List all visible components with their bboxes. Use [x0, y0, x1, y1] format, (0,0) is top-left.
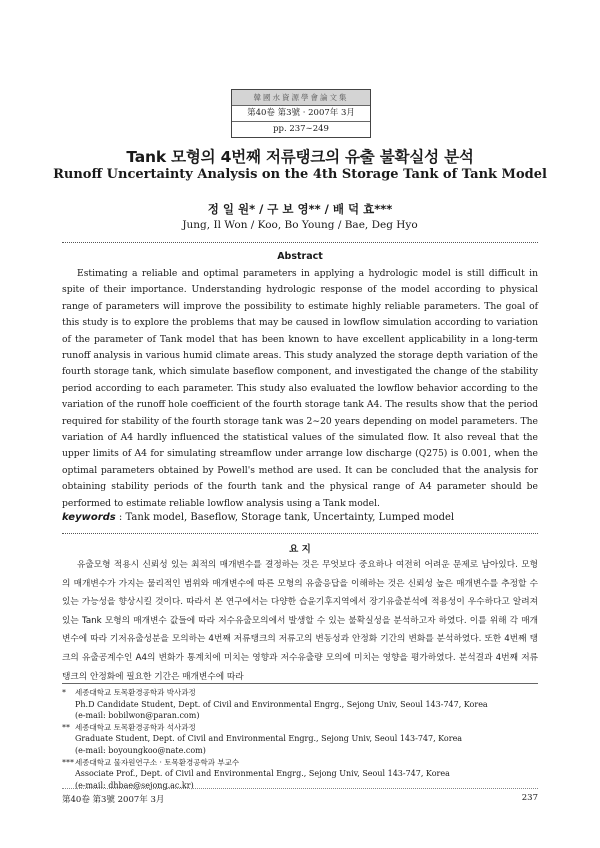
journal-name: 韓國水資源學會論文集 [232, 90, 370, 106]
korean-abstract-body [62, 556, 538, 686]
footnote-affiliation-en: Associate Prof., Dept. of Civil and Environmental Engrg., Sejong Univ, Seoul 143-747, Korea [75, 769, 450, 779]
footnote-3 [62, 757, 538, 792]
footnote-rule [62, 683, 538, 684]
footnote-mark: *** [62, 757, 74, 767]
authors-korean: 정 일 원* / 구 보 영** / 배 덕 효*** [207, 202, 393, 216]
footnote-affiliation-ko: 세종대학교 토목환경공학과 박사과정 [75, 688, 196, 697]
abstract-body [62, 266, 538, 512]
page-number: 237 [521, 793, 538, 803]
title-english: Runoff Uncertainty Analysis on the 4th Storage Tank of Tank Model [53, 167, 547, 182]
abstract-heading: Abstract [277, 251, 323, 262]
footnote-email: (e-mail: bobilwon@paran.com) [75, 711, 200, 721]
abstract-text: Estimating a reliable and optimal parameters in applying a hydrologic model is still difficult in spite of their importance. Understanding hydrologic response of the model according to physical range of parameters will improve the possibility to estimate highly reliable parameters. The goal of this study is to explore the problems that may be caused in lowflow simulation according to variation of the parameter of Tank model that has been known to have excellent applicability in a long-term runoff analysis in various humid climate areas. This study analyzed the storage depth variation of the fourth storage tank, which simulate baseflow component, and investigated the change of the stability period according to each parameter. This study also evaluated the lowflow behavior according to the variation of the runoff hole coefficient of the fourth storage tank A4. The results show that the period required for stability of the fourth storage tank was 2∼20 years depending on model parameters. The variation of A4 hardly influenced the statistical values of the simulated flow. It also reveal that the upper limits of A4 for simulating streamflow under arrange low discharge (Q275) is 0.001, when the optimal parameters obtained by Powell's method are used. It can be concluded that the analysis for obtaining stability periods of the fourth tank and the physical range of A4 parameter should be performed to estimate reliable lowflow analysis using a Tank model. [62, 268, 538, 509]
yoji-text: 유출모형 적용시 신뢰성 있는 최적의 매개변수를 결정하는 것은 무엇보다 중요하나 여전히 어려운 문제로 남아있다. 모형의 매개변수가 가지는 물리적인 범위와 매개변수에 따른 모형의 유출응답을 이해하는 것은 신뢰성 높은 매개변수를 추정할 수 있는 가능성을 향상시킬 것이다. 따라서 본 연구에서는 다양한 습윤기후지역에서 장기유출분석에 적용성이 우수하다고 알려져 있는 Tank 모형의 매개변수 값들에 따라 저수유출모의에서 발생할 수 있는 불확실성을 분석하고자 하였다. 이를 위해 각 매개변수에 따라 기저유출성분을 모의하는 4번째 저류탱크의 저류고의 변동성과 안정화 기간의 변화를 분석하였다. 또한 4번째 탱크의 유출공계수인 A4의 변화가 통계치에 미치는 영향과 저수유출량 모의에 미치는 영향을 평가하였다. 분석결과 4번째 저류탱크의 안정화에 필요한 기간은 매개변수에 따라 [62, 560, 538, 682]
footer-rule [62, 788, 538, 789]
footnotes [62, 687, 538, 791]
footer-journal-issue: 第40卷 第3號 2007年 3月 [62, 795, 165, 805]
volume-issue: 第40卷 第3號 · 2007年 3月 [232, 106, 370, 122]
yoji-heading: 요 지 [289, 544, 311, 555]
footnote-2 [62, 722, 538, 757]
keywords-text: Tank model, Baseflow, Storage tank, Uncertainty, Lumped model [125, 512, 455, 523]
footnote-1 [62, 687, 538, 722]
title-korean: Tank 모형의 4번째 저류탱크의 유출 불확실성 분석 [126, 148, 474, 166]
authors-english: Jung, Il Won / Koo, Bo Young / Bae, Deg Hyo [182, 219, 418, 231]
footnote-affiliation-ko: 세종대학교 물자원연구소 · 토목환경공학과 부교수 [75, 757, 240, 767]
divider-top [62, 242, 538, 243]
keywords-label: keywords [62, 512, 116, 523]
footnote-affiliation-en: Ph.D Candidate Student, Dept. of Civil and Environmental Engrg., Sejong Univ, Seoul 143-747, Korea [75, 699, 488, 709]
footnote-affiliation-en: Graduate Student, Dept. of Civil and Environmental Engrg., Sejong Univ, Seoul 143-747, Korea [75, 734, 463, 744]
footnote-email: (e-mail: boyoungkoo@nate.com) [75, 745, 206, 755]
footnote-mark: ** [62, 722, 70, 732]
journal-info-box [231, 89, 371, 138]
footnote-email: (e-mail: dhbae@sejong.ac.kr) [75, 780, 194, 790]
footnote-affiliation-ko: 세종대학교 토목환경공학과 석사과정 [75, 722, 196, 732]
divider-middle [62, 533, 538, 534]
keywords-line: keywords : Tank model, Baseflow, Storage tank, Uncertainty, Lumped model [62, 512, 455, 523]
page-range: pp. 237∼249 [273, 124, 329, 134]
footnote-mark: * [62, 688, 66, 697]
